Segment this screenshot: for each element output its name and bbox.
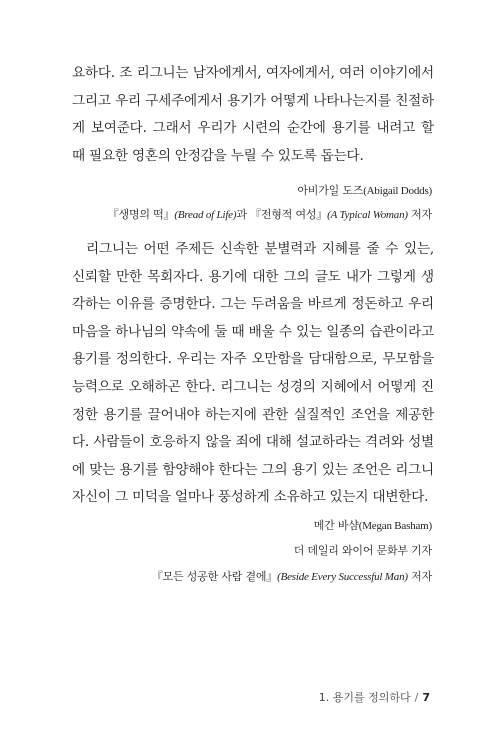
body-paragraph-2: 리그니는 어떤 주제든 신속한 분별력과 지혜를 줄 수 있는, 신뢰할 만한 목회자다. 용기에 대한 그의 글도 내가 그렇게 생각하는 이유를 증명한다. 그는 두려움을 바르게 정돈하고 우리 마음을 하나님의 약속에 둘 때 배울 수 있는 일종의 습관이라고 용기를 정의한다. 우리는 자주 오만함을 담대함으로, 무모함을 능력으로 오해하곤 한다. 리그니는 성경의 지혜에서 어떻게 진정한 용기를 끌어내야 하는지에 관한 실질적인 조언을 제공한다. 사람들이 호응하지 않을 죄에 대해 설교하라는 격려와 성별에 맞는 용기를 함양해야 한다는 그의 용기 있는 조언은 리그니 자신이 그 미덕을 얼마나 풍성하게 소유하고 있는지 대변한다.	[72, 241, 434, 506]
endorser-name-en: (Megan Basham)	[358, 520, 432, 532]
chapter-title: 1. 용기를 정의하다	[318, 691, 411, 704]
page-footer	[319, 689, 430, 705]
endorser-name-2	[314, 519, 432, 533]
work-connector: 과	[236, 208, 251, 221]
endorser-name-ko: 메간 바샴	[313, 519, 359, 532]
work-title-ko: 『전형적 여성』	[250, 208, 328, 221]
endorser-name-en: (Abigail Dodds)	[363, 185, 432, 197]
author-role: 저자	[407, 570, 432, 583]
work-title-en: (A Typical Woman)	[327, 209, 408, 221]
work-title-en: (Beside Every Successful Man)	[277, 571, 408, 583]
endorser-role-2: 더 데일리 와이어 문화부 기자	[293, 544, 432, 557]
footer-separator: /	[414, 691, 419, 704]
work-title-ko: 『생명의 떡』	[107, 208, 175, 221]
work-title-en: (Bread of Life)	[174, 209, 237, 221]
endorser-name-1	[297, 184, 432, 198]
work-title-ko: 『모든 성공한 사람 곁에』	[151, 570, 278, 583]
endorser-name-ko: 아비가일 도즈	[297, 184, 364, 197]
endorser-works-2	[152, 570, 432, 584]
author-role: 저자	[407, 208, 432, 221]
body-paragraph-1: 요하다. 조 리그니는 남자에게서, 여자에게서, 여러 이야기에서 그리고 우리 구세주에게서 용기가 어떻게 나타나는지를 친절하게 보여준다. 그래서 우리가 시련의 순간에 용기를 내려고 할 때 필요한 영혼의 안정감을 누릴 수 있도록 돕는다.	[72, 65, 434, 164]
page-number: 7	[422, 691, 430, 704]
endorser-works-1	[108, 208, 432, 222]
